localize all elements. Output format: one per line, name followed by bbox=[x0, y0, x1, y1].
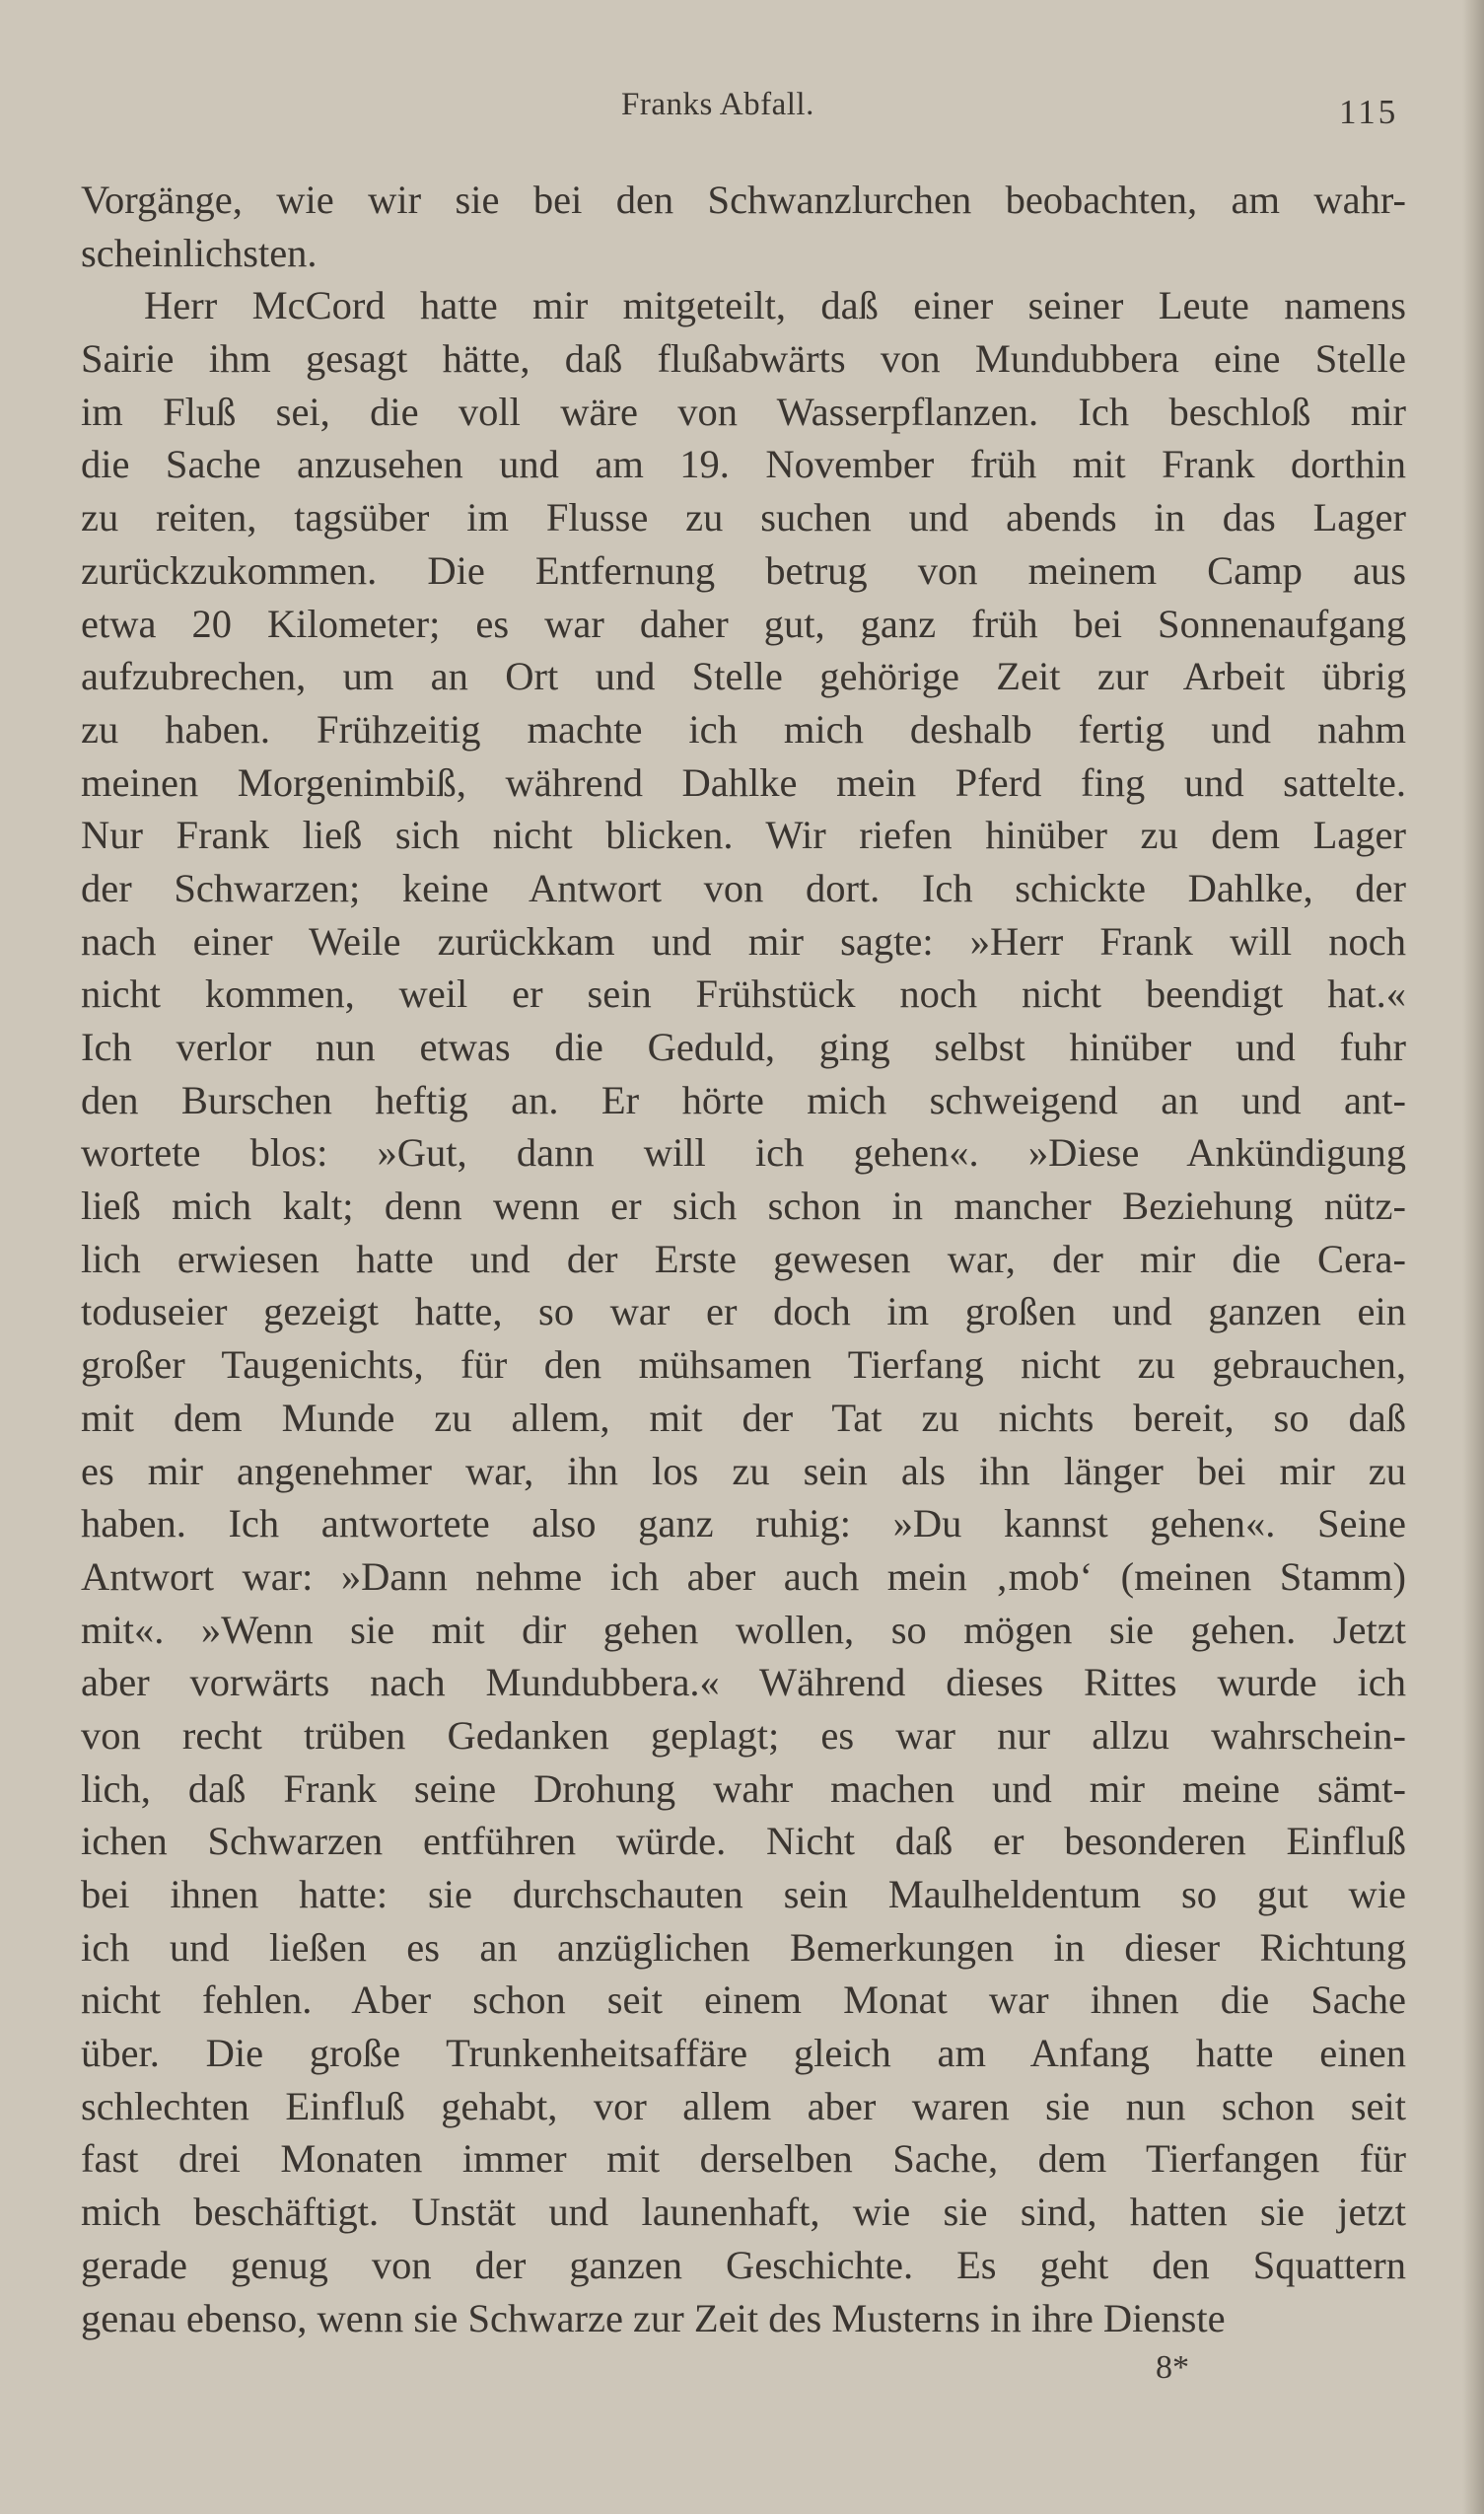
text-line: lich, daß Frank seine Drohung wahr machen und mir meine sämt- bbox=[81, 1765, 1406, 1811]
text-line: es mir angenehmer war, ihn los zu sein als ihn länger bei mir zu bbox=[81, 1448, 1406, 1493]
text-line: Nur Frank ließ sich nicht blicken. Wir riefen hinüber zu dem Lager bbox=[81, 813, 1406, 858]
body-text bbox=[81, 174, 1406, 2344]
page-number: 115 bbox=[1339, 93, 1399, 131]
text-line: scheinlichsten. bbox=[81, 230, 318, 275]
text-line: im Fluß sei, die voll wäre von Wasserpflanzen. Ich beschloß mir bbox=[81, 389, 1406, 434]
text-line: Sairie ihm gesagt hätte, daß flußabwärts von Mundubbera eine Stelle bbox=[81, 336, 1406, 382]
text-line: mit dem Munde zu allem, mit der Tat zu nichts bereit, so daß bbox=[81, 1395, 1406, 1440]
text-line: nach einer Weile zurückkam und mir sagte: »Herr Frank will noch bbox=[81, 918, 1406, 964]
text-line: zu reiten, tagsüber im Flusse zu suchen und abends in das Lager bbox=[81, 495, 1406, 540]
text-line: aber vorwärts nach Mundubbera.« Während dieses Rittes wurde ich bbox=[81, 1660, 1406, 1705]
text-line: Ich verlor nun etwas die Geduld, ging selbst hinüber und fuhr bbox=[81, 1025, 1406, 1069]
text-line: ichen Schwarzen entführen würde. Nicht daß er besonderen Einfluß bbox=[81, 1819, 1406, 1864]
text-line: über. Die große Trunkenheitsaffäre gleich am Anfang hatte einen bbox=[81, 2031, 1406, 2076]
text-line: Vorgänge, wie wir sie bei den Schwanzlurchen beobachten, am wahr- bbox=[81, 178, 1406, 222]
text-line: der Schwarzen; keine Antwort von dort. Ich schickte Dahlke, der bbox=[81, 865, 1406, 910]
text-line: nicht kommen, weil er sein Frühstück noch nicht beendigt hat.« bbox=[81, 971, 1406, 1017]
text-line: mich beschäftigt. Unstät und launenhaft, wie sie sind, hatten sie jetzt bbox=[81, 2190, 1406, 2235]
text-line: von recht trüben Gedanken geplagt; es war nur allzu wahrschein- bbox=[81, 1712, 1406, 1758]
running-title: Franks Abfall. bbox=[621, 87, 814, 122]
text-line: ich und ließen es an anzüglichen Bemerkungen in dieser Richtung bbox=[81, 1924, 1406, 1970]
text-line: die Sache anzusehen und am 19. November früh mit Frank dorthin bbox=[81, 442, 1406, 487]
text-line: gerade genug von der ganzen Geschichte. Es geht den Squattern bbox=[81, 2242, 1406, 2287]
text-line: etwa 20 Kilometer; es war daher gut, ganz früh bei Sonnenaufgang bbox=[81, 601, 1406, 646]
text-line: ließ mich kalt; denn wenn er sich schon in mancher Beziehung nütz- bbox=[81, 1184, 1406, 1229]
text-line: genau ebenso, wenn sie Schwarze zur Zeit des Musterns in ihre Dienste bbox=[81, 2295, 1226, 2340]
text-line: Antwort war: »Dann nehme ich aber auch mein ‚mob‘ (meinen Stamm) bbox=[81, 1553, 1406, 1599]
text-line: nicht fehlen. Aber schon seit einem Monat war ihnen die Sache bbox=[81, 1977, 1406, 2023]
text-line: den Burschen heftig an. Er hörte mich schweigend an und ant- bbox=[81, 1077, 1406, 1122]
text-line: zurückzukommen. Die Entfernung betrug von meinem Camp aus bbox=[81, 547, 1406, 593]
signature-mark: 8* bbox=[1156, 2349, 1189, 2386]
text-line: aufzubrechen, um an Ort und Stelle gehörige Zeit zur Arbeit übrig bbox=[81, 654, 1406, 699]
paragraph bbox=[81, 174, 1406, 279]
text-line: bei ihnen hatte: sie durchschauten sein Maulheldentum so gut wie bbox=[81, 1872, 1406, 1916]
text-line: wortete blos: »Gut, dann will ich gehen«. »Diese Ankündigung bbox=[81, 1130, 1406, 1176]
paragraph bbox=[81, 279, 1406, 2344]
text-line: fast drei Monaten immer mit derselben Sache, dem Tierfangen für bbox=[81, 2136, 1406, 2182]
text-line: zu haben. Frühzeitig machte ich mich deshalb fertig und nahm bbox=[81, 706, 1406, 752]
running-head bbox=[0, 87, 1484, 136]
text-line: lich erwiesen hatte und der Erste gewesen war, der mir die Cera- bbox=[81, 1236, 1406, 1281]
page-edge-shadow bbox=[1462, 0, 1484, 2514]
text-line: toduseier gezeigt hatte, so war er doch im großen und ganzen ein bbox=[81, 1289, 1406, 1334]
text-line: Herr McCord hatte mir mitgeteilt, daß einer seiner Leute namens bbox=[144, 283, 1406, 328]
text-line: mit«. »Wenn sie mit dir gehen wollen, so mögen sie gehen. Jetzt bbox=[81, 1607, 1406, 1652]
text-line: meinen Morgenimbiß, während Dahlke mein Pferd fing und sattelte. bbox=[81, 759, 1406, 805]
text-line: großer Taugenichts, für den mühsamen Tierfang nicht zu gebrauchen, bbox=[81, 1342, 1406, 1388]
text-line: schlechten Einfluß gehabt, vor allem aber waren sie nun schon seit bbox=[81, 2083, 1406, 2128]
text-line: haben. Ich antwortete also ganz ruhig: »Du kannst gehen«. Seine bbox=[81, 1501, 1406, 1546]
